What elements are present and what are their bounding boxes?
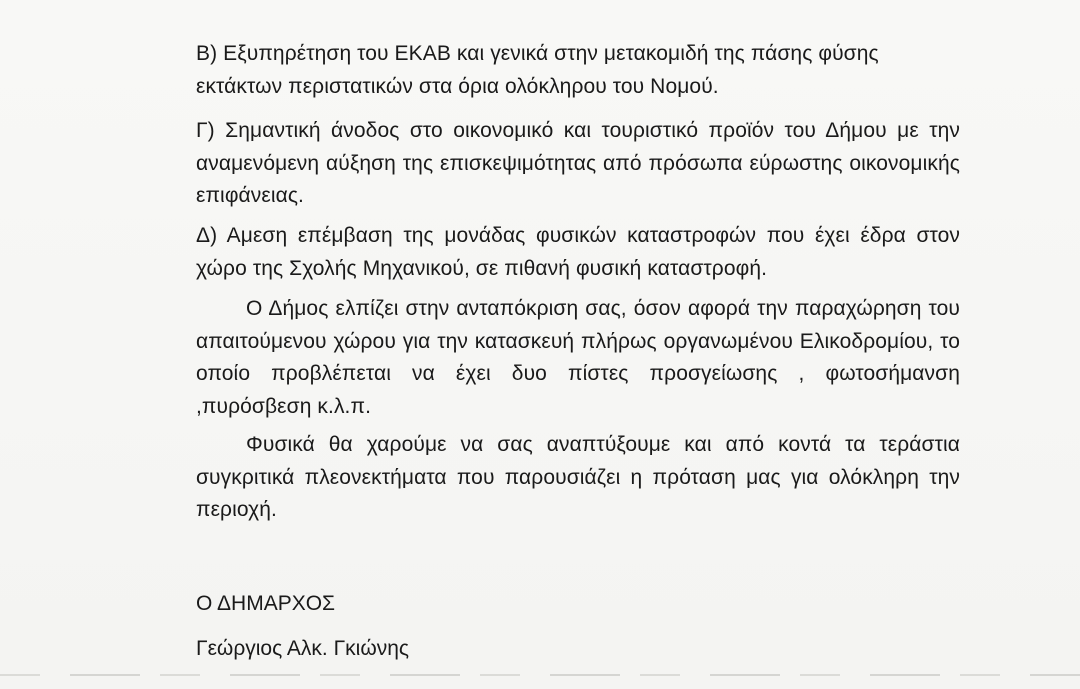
scan-edge-line — [0, 674, 1080, 676]
paragraph-b: Β) Εξυπηρέτηση του ΕΚΑΒ και γενικά στην μετακομιδή της πάσης φύσης εκτάκτων περιστατικών στα όρια ολόκληρου του Νομού. — [196, 42, 879, 98]
paragraph-request: Ο Δήμος ελπίζει στην ανταπόκριση σας, όσον αφορά την παραχώρηση του απαιτούμενου χώρου για την κατασκευή πλήρως οργανωμένου Ελικοδρομίου, το οποίο προβλέπεται να έχει δυο πίστες προσγείωσης , φωτοσήμανση ,πυρόσβεση κ.λ.π. — [196, 297, 960, 418]
paragraph-g: Γ) Σημαντική άνοδος στο οικονομικό και τουριστικό προϊόν του Δήμου με την αναμενόμενη αύξηση της επισκεψιμότητας από πρόσωπα εύρωστης οικονομικής επιφάνειας. — [196, 119, 960, 207]
signature-name: Γεώργιος Αλκ. Γκιώνης — [196, 637, 410, 660]
paragraph-closing: Φυσικά θα χαρούμε να σας αναπτύξουμε και από κοντά τα τεράστια συγκριτικά πλεονεκτήματα που παρουσιάζει η πρόταση μας για ολόκληρη την περιοχή. — [196, 433, 960, 521]
signature-title: Ο ΔΗΜΑΡΧΟΣ — [196, 592, 336, 615]
paragraph-d: Δ) Αμεση επέμβαση της μονάδας φυσικών καταστροφών που έχει έδρα στον χώρο της Σχολής Μηχανικού, σε πιθανή φυσική καταστροφή. — [196, 224, 960, 280]
